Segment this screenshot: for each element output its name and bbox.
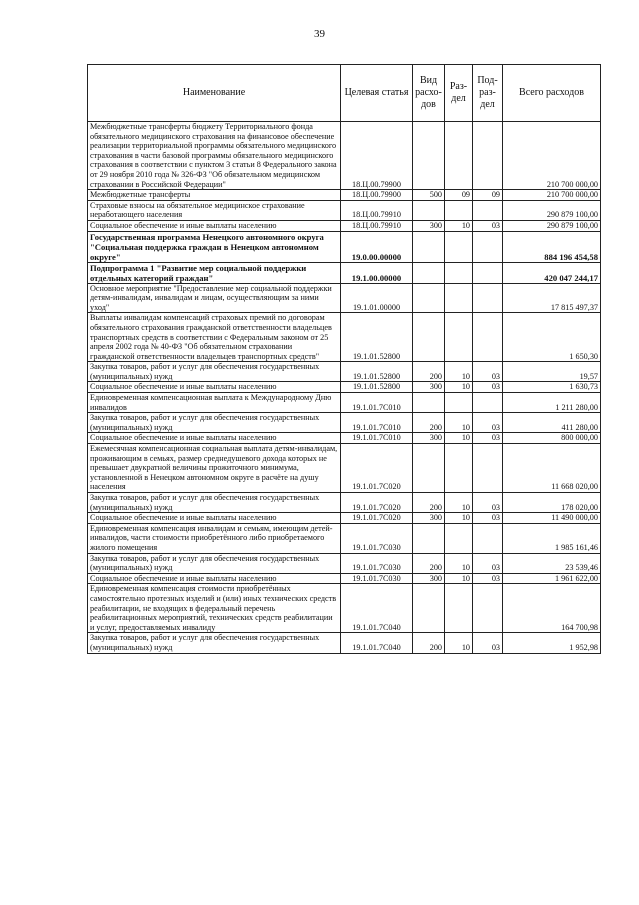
row-name-cell: Единовременная компенсационная выплата к Международному Дню инвалидов [88,393,341,413]
table-row [88,433,601,444]
row-name-cell: Социальное обеспечение и иные выплаты населению [88,220,341,231]
row-section-cell: 10 [445,382,473,393]
row-type-cell: 300 [413,513,445,524]
row-type-cell: 500 [413,190,445,201]
row-subsection-cell [473,393,503,413]
row-code-cell: 19.1.01.52800 [341,382,413,393]
row-subsection-cell [473,523,503,553]
row-total-cell: 164 700,98 [503,584,601,633]
row-code-cell: 19.1.01.7С030 [341,553,413,573]
row-total-cell: 1 650,30 [503,313,601,362]
row-code-cell: 19.0.00.00000 [341,231,413,262]
row-total-cell: 178 020,00 [503,493,601,513]
row-name-cell: Закупка товаров, работ и услуг для обеспечения государственных (муниципальных) нужд [88,413,341,433]
row-section-cell [445,584,473,633]
row-total-cell: 1 985 161,46 [503,523,601,553]
row-total-cell: 290 879 100,00 [503,220,601,231]
row-name-cell: Межбюджетные трансферты [88,190,341,201]
row-code-cell: 19.1.01.52800 [341,313,413,362]
row-subsection-cell: 03 [473,220,503,231]
row-name-cell: Государственная программа Ненецкого автономного округа "Социальная поддержка граждан в Ненецком автономном округе" [88,231,341,262]
table-row [88,444,601,493]
row-code-cell: 19.1.01.7С020 [341,493,413,513]
row-name-cell: Ежемесячная компенсационная социальная выплата детям-инвалидам, проживающим в семьях, размер среднедушевого дохода которых не превышает двукратной величины прожиточного минимума, установленной в Ненецком автономном округе в расчёте на душу населения [88,444,341,493]
row-section-cell: 10 [445,573,473,584]
row-code-cell: 19.1.01.52800 [341,362,413,382]
row-section-cell: 10 [445,413,473,433]
row-type-cell [413,393,445,413]
row-subsection-cell: 09 [473,190,503,201]
row-section-cell [445,283,473,313]
row-section-cell [445,122,473,190]
row-subsection-cell [473,584,503,633]
row-code-cell: 19.1.01.7С030 [341,523,413,553]
table-row [88,633,601,653]
row-total-cell: 210 700 000,00 [503,122,601,190]
row-subsection-cell: 03 [473,413,503,433]
header-code: Целевая статья [341,65,413,122]
row-code-cell: 18.Ц.00.79900 [341,122,413,190]
row-name-cell: Социальное обеспечение и иные выплаты населению [88,433,341,444]
row-total-cell: 1 630,73 [503,382,601,393]
row-subsection-cell [473,122,503,190]
row-subsection-cell [473,313,503,362]
row-type-cell [413,584,445,633]
budget-table [87,64,601,654]
row-section-cell: 09 [445,190,473,201]
row-section-cell: 10 [445,220,473,231]
row-name-cell: Закупка товаров, работ и услуг для обеспечения государственных (муниципальных) нужд [88,553,341,573]
table-row [88,122,601,190]
row-type-cell: 200 [413,413,445,433]
row-subsection-cell: 03 [473,362,503,382]
row-section-cell [445,523,473,553]
row-subsection-cell [473,262,503,283]
row-section-cell: 10 [445,633,473,653]
row-name-cell: Единовременная компенсация стоимости приобретённых самостоятельно протезных изделий и (или) иных технических средств реабилитации, не входящих в федеральный перечень реабилитационных мероприятий, технических средств реабилитации и услуг, предоставляемых инвалиду [88,584,341,633]
row-section-cell [445,231,473,262]
row-code-cell: 18.Ц.00.79910 [341,220,413,231]
row-total-cell: 1 211 280,00 [503,393,601,413]
row-code-cell: 19.1.01.7С020 [341,513,413,524]
table-row [88,393,601,413]
row-type-cell: 300 [413,573,445,584]
row-subsection-cell [473,231,503,262]
row-type-cell: 200 [413,553,445,573]
row-section-cell [445,200,473,220]
row-type-cell: 200 [413,633,445,653]
table-row [88,313,601,362]
row-code-cell: 18.Ц.00.79900 [341,190,413,201]
row-total-cell: 11 490 000,00 [503,513,601,524]
row-type-cell [413,283,445,313]
table-row [88,584,601,633]
table-row [88,493,601,513]
table-row [88,220,601,231]
row-code-cell: 19.1.01.7С040 [341,633,413,653]
row-total-cell: 411 280,00 [503,413,601,433]
table-header-row [88,65,601,122]
row-name-cell: Межбюджетные трансферты бюджету Территориального фонда обязательного медицинского страхования на финансовое обеспечение реализации территориальной программы обязательного медицинского страхования в части базовой программы обязательного медицинского страхования в соответствии с пунктом 3 статьи 8 Федерального закона от 29 ноября 2010 года № 326-ФЗ "Об обязательном медицинском страховании в Российской Федерации" [88,122,341,190]
header-type: Вид расхо-дов [413,65,445,122]
row-name-cell: Закупка товаров, работ и услуг для обеспечения государственных (муниципальных) нужд [88,493,341,513]
row-name-cell: Социальное обеспечение и иные выплаты населению [88,513,341,524]
row-type-cell [413,122,445,190]
row-total-cell: 290 879 100,00 [503,200,601,220]
header-subsection: Под-раз-дел [473,65,503,122]
table-row [88,382,601,393]
header-name: Наименование [88,65,341,122]
table-row [88,190,601,201]
row-subsection-cell [473,200,503,220]
row-code-cell: 19.1.01.7С030 [341,573,413,584]
header-total: Всего расходов [503,65,601,122]
row-subsection-cell: 03 [473,633,503,653]
table-row [88,231,601,262]
row-name-cell: Социальное обеспечение и иные выплаты населению [88,573,341,584]
table-row [88,573,601,584]
row-name-cell: Закупка товаров, работ и услуг для обеспечения государственных (муниципальных) нужд [88,362,341,382]
row-code-cell: 19.1.01.7С040 [341,584,413,633]
row-total-cell: 23 539,46 [503,553,601,573]
table-row [88,262,601,283]
row-type-cell [413,262,445,283]
row-section-cell: 10 [445,553,473,573]
row-total-cell: 800 000,00 [503,433,601,444]
row-code-cell: 19.1.00.00000 [341,262,413,283]
table-row [88,553,601,573]
row-name-cell: Социальное обеспечение и иные выплаты населению [88,382,341,393]
row-section-cell [445,444,473,493]
row-name-cell: Закупка товаров, работ и услуг для обеспечения государственных (муниципальных) нужд [88,633,341,653]
row-total-cell: 1 961 622,00 [503,573,601,584]
row-name-cell: Единовременная компенсация инвалидам и семьям, имеющим детей-инвалидов, части стоимости приобретённого либо приобретаемого жилого помещения [88,523,341,553]
row-section-cell [445,393,473,413]
row-type-cell [413,523,445,553]
row-section-cell: 10 [445,493,473,513]
table-body [88,122,601,654]
page-number: 39 [314,28,325,40]
table-row [88,413,601,433]
row-type-cell: 300 [413,382,445,393]
row-subsection-cell: 03 [473,553,503,573]
row-section-cell [445,262,473,283]
row-type-cell [413,313,445,362]
header-section: Раз-дел [445,65,473,122]
row-total-cell: 420 047 244,17 [503,262,601,283]
row-type-cell: 300 [413,433,445,444]
row-code-cell: 19.1.01.7С020 [341,444,413,493]
row-total-cell: 11 668 020,00 [503,444,601,493]
row-section-cell: 10 [445,513,473,524]
row-code-cell: 19.1.01.7С010 [341,393,413,413]
table-row [88,523,601,553]
row-total-cell: 17 815 497,37 [503,283,601,313]
row-subsection-cell: 03 [473,433,503,444]
row-subsection-cell: 03 [473,382,503,393]
row-total-cell: 19,57 [503,362,601,382]
row-name-cell: Подпрограмма 1 "Развитие мер социальной поддержки отдельных категорий граждан" [88,262,341,283]
row-name-cell: Страховые взносы на обязательное медицинское страхование неработающего населения [88,200,341,220]
row-section-cell: 10 [445,433,473,444]
row-subsection-cell: 03 [473,493,503,513]
row-name-cell: Выплаты инвалидам компенсаций страховых премий по договорам обязательного страхования гражданской ответственности владельцев транспортных средств в соответствии с Федеральным законом от 25 апреля 2002 года № 40-ФЗ "Об обязательном страховании гражданской ответственности владельцев транспортных средств" [88,313,341,362]
row-name-cell: Основное мероприятие "Предоставление мер социальной поддержки детям-инвалидам, инвалидам и лицам, осуществляющим за ними уход" [88,283,341,313]
row-subsection-cell: 03 [473,513,503,524]
row-total-cell: 1 952,98 [503,633,601,653]
row-subsection-cell [473,444,503,493]
table-row [88,362,601,382]
row-total-cell: 210 700 000,00 [503,190,601,201]
row-code-cell: 18.Ц.00.79910 [341,200,413,220]
row-section-cell [445,313,473,362]
table-row [88,200,601,220]
row-type-cell: 200 [413,493,445,513]
table-row [88,513,601,524]
row-type-cell [413,444,445,493]
table-row [88,283,601,313]
row-total-cell: 884 196 454,58 [503,231,601,262]
row-code-cell: 19.1.01.7С010 [341,433,413,444]
row-type-cell: 200 [413,362,445,382]
row-subsection-cell: 03 [473,573,503,584]
row-code-cell: 19.1.01.00000 [341,283,413,313]
row-section-cell: 10 [445,362,473,382]
row-type-cell: 300 [413,220,445,231]
row-subsection-cell [473,283,503,313]
row-type-cell [413,200,445,220]
row-code-cell: 19.1.01.7С010 [341,413,413,433]
row-type-cell [413,231,445,262]
